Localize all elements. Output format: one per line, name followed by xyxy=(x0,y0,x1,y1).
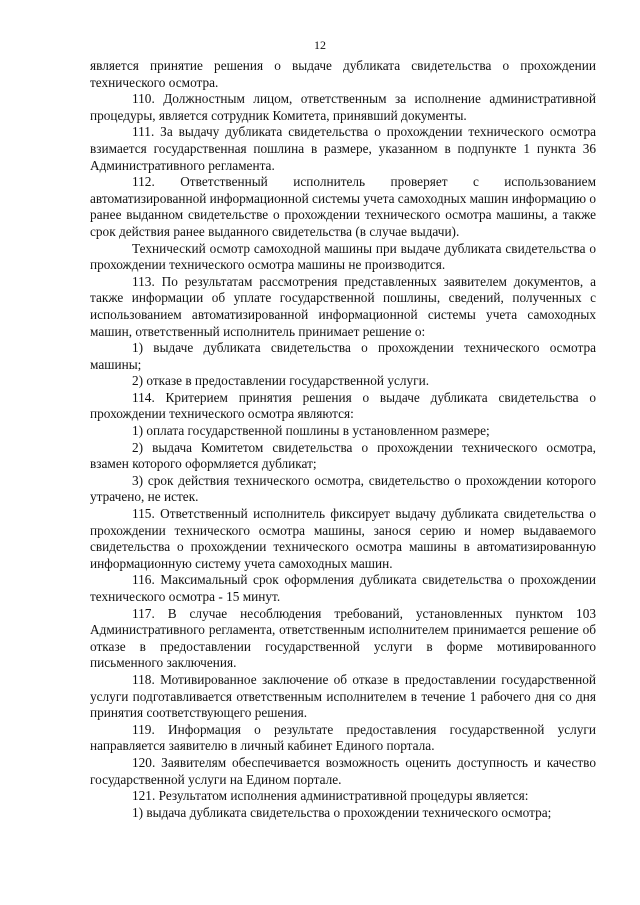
paragraph: 1) выдаче дубликата свидетельства о прохождении технического осмотра машины; xyxy=(90,340,596,372)
paragraph: 114. Критерием принятия решения о выдаче дубликата свидетельства о прохождении технического осмотра являются: xyxy=(90,389,596,422)
paragraph: 2) выдача Комитетом свидетельства о прохождении технического осмотра, взамен которого оформляется дубликат; xyxy=(90,439,596,472)
paragraph: 3) срок действия технического осмотра, свидетельство о прохождении которого утрачено, не истек. xyxy=(90,472,596,505)
paragraph: 1) оплата государственной пошлины в установленном размере; xyxy=(132,423,490,439)
paragraph: 111. За выдачу дубликата свидетельства о прохождении технического осмотра взимается государственная пошлина в размере, указанном в подпункте 1 пункта 36 Административного регламента. xyxy=(90,124,596,173)
paragraph: 121. Результатом исполнения административной процедуры является: xyxy=(132,788,529,804)
paragraph: 116. Максимальный срок оформления дубликата свидетельства о прохождении технического осмотра - 15 минут. xyxy=(90,572,596,604)
paragraph: 120. Заявителям обеспечивается возможность оценить доступность и качество государственной услуги на Едином портале. xyxy=(90,754,596,787)
paragraph: 112. Ответственный исполнитель проверяет с использованием автоматизированной информационной системы учета самоходных машин информацию о ранее выданном свидетельстве о прохождении технического осмотра машины, а также срок действия ранее выданного свидетельства (в случае выдачи). xyxy=(90,174,597,239)
document-body xyxy=(90,58,596,821)
paragraph: 113. По результатам рассмотрения представленных заявителем документов, а также информации об уплате государственной пошлины, сведений, полученных с использованием автоматизированной информационной системы учета самоходных машин, ответственный исполнитель принимает решение о: xyxy=(90,273,596,339)
paragraph: 115. Ответственный исполнитель фиксирует выдачу дубликата свидетельства о прохождении технического осмотра машины, занося серию и номер выдаваемого свидетельства о прохождении технического осмотра машины в автоматизированную информационную систему учета самоходных машин. xyxy=(90,506,596,571)
paragraph: является принятие решения о выдаче дубликата свидетельства о прохождении технического осмотра. xyxy=(90,58,596,90)
paragraph: Технический осмотр самоходной машины при выдаче дубликата свидетельства о прохождении технического осмотра машины не производится. xyxy=(90,240,596,273)
paragraph: 110. Должностным лицом, ответственным за исполнение административной процедуры, является сотрудник Комитета, принявший документы. xyxy=(90,91,596,123)
paragraph: 117. В случае несоблюдения требований, установленных пунктом 103 Административного регламента, ответственным исполнителем принимается решение об отказе в предоставлении государственной услуги в форме мотивированного письменного заключения. xyxy=(90,605,596,671)
paragraph: 118. Мотивированное заключение об отказе в предоставлении государственной услуги подготавливается ответственным исполнителем в течение 1 рабочего дня со дня принятия соответствующего решения. xyxy=(90,671,596,721)
paragraph: 119. Информация о результате предоставления государственной услуги направляется заявителю в личный кабинет Единого портала. xyxy=(90,721,596,754)
page-number: 12 xyxy=(314,38,326,52)
paragraph: 1) выдача дубликата свидетельства о прохождении технического осмотра; xyxy=(132,804,552,820)
paragraph: 2) отказе в предоставлении государственной услуги. xyxy=(132,373,430,389)
